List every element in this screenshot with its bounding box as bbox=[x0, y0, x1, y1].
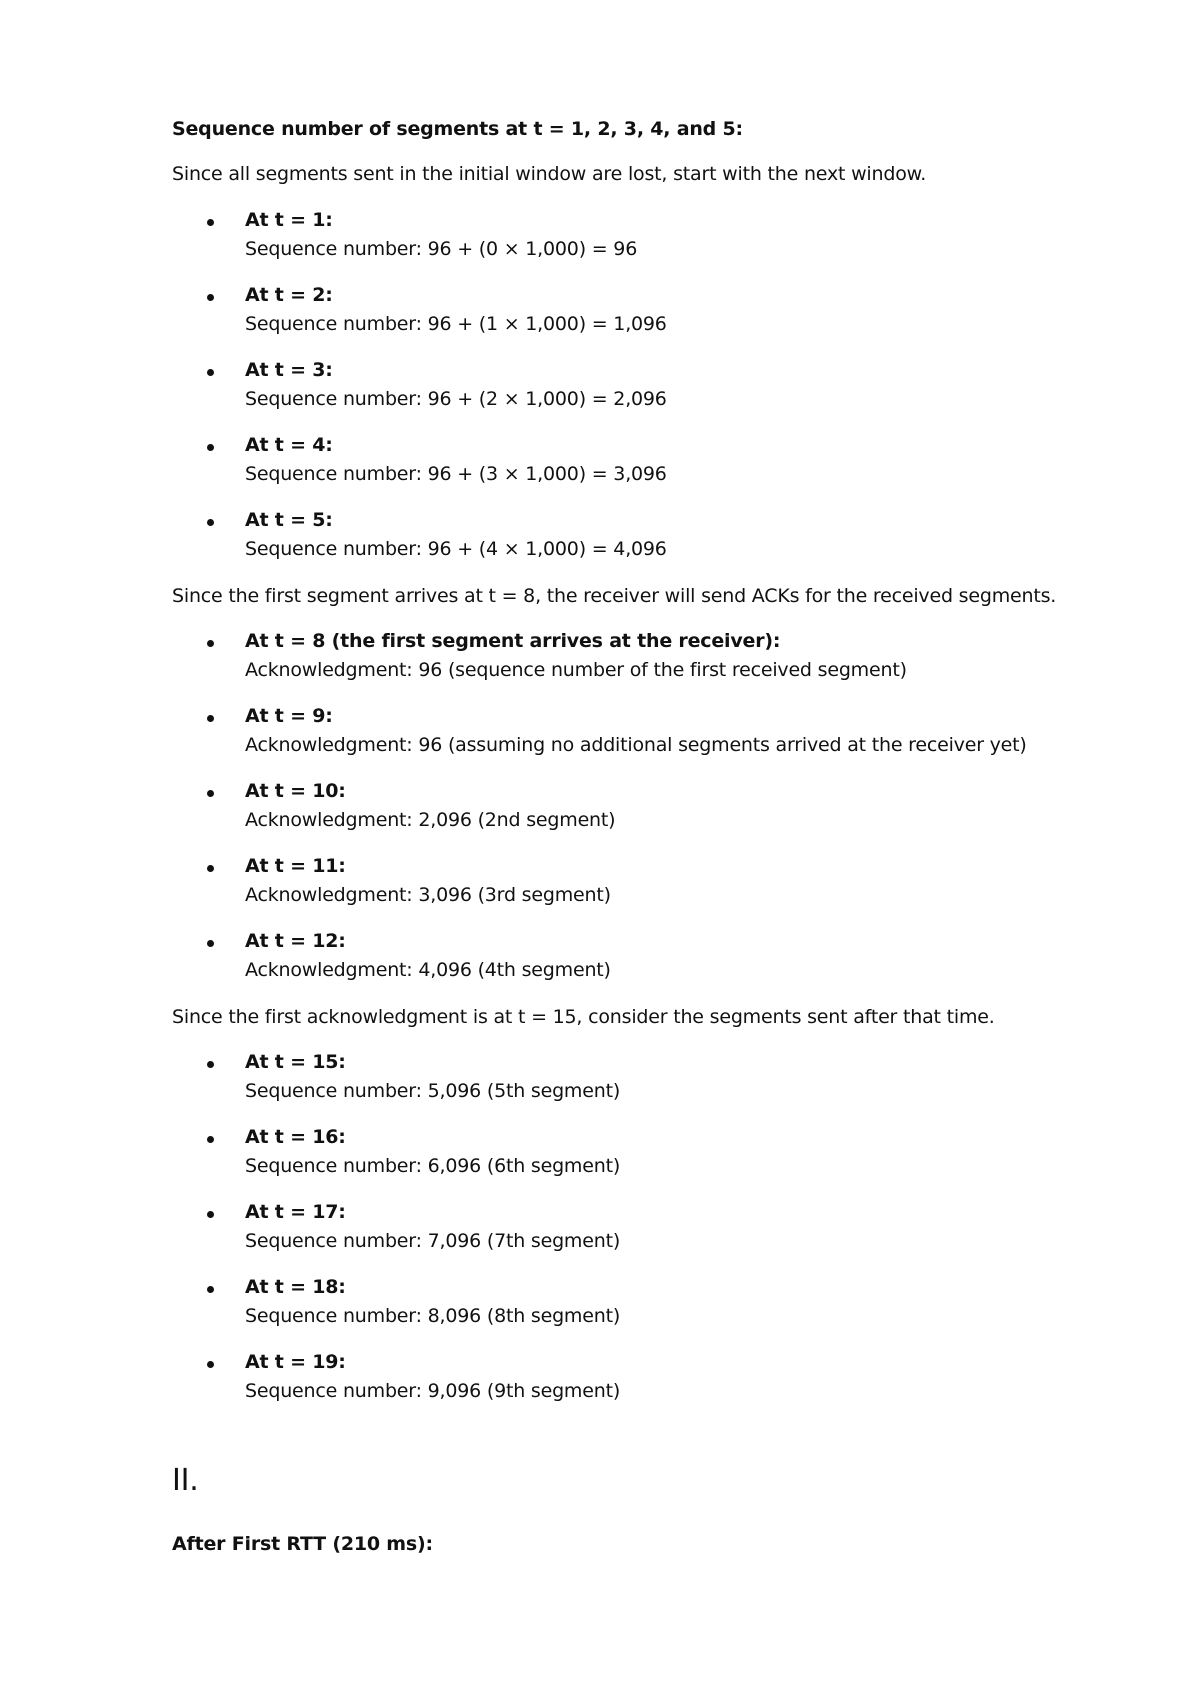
list-item-detail: Acknowledgment: 2,096 (2nd segment) bbox=[245, 809, 616, 831]
list-item-detail: Acknowledgment: 4,096 (4th segment) bbox=[245, 959, 611, 981]
list-item bbox=[172, 627, 1152, 687]
section-intro: Since the first acknowledgment is at t = 15, consider the segments sent after that time. bbox=[172, 1006, 995, 1028]
list-item bbox=[172, 852, 1152, 912]
list-item-label: At t = 11: bbox=[245, 855, 346, 877]
list-item-detail: Sequence number: 7,096 (7th segment) bbox=[245, 1230, 621, 1252]
list-item-detail: Sequence number: 6,096 (6th segment) bbox=[245, 1155, 621, 1177]
list-item bbox=[172, 927, 1152, 987]
bullet-icon bbox=[207, 1136, 214, 1143]
list-item bbox=[172, 1273, 1152, 1333]
list-item-label: At t = 10: bbox=[245, 780, 346, 802]
list-item-detail: Sequence number: 9,096 (9th segment) bbox=[245, 1380, 621, 1402]
list-item-detail: Sequence number: 96 + (4 × 1,000) = 4,096 bbox=[245, 538, 667, 560]
part-subheading: After First RTT (210 ms): bbox=[172, 1533, 433, 1555]
bullet-icon bbox=[207, 640, 214, 647]
list-item-detail: Sequence number: 96 + (0 × 1,000) = 96 bbox=[245, 238, 638, 260]
bullet-icon bbox=[207, 940, 214, 947]
list-item-label: At t = 5: bbox=[245, 509, 333, 531]
list-item bbox=[172, 1198, 1152, 1258]
section-heading: Sequence number of segments at t = 1, 2, 3, 4, and 5: bbox=[172, 118, 743, 140]
bullet-icon bbox=[207, 790, 214, 797]
list-item-detail: Sequence number: 5,096 (5th segment) bbox=[245, 1080, 621, 1102]
section-intro: Since the first segment arrives at t = 8, the receiver will send ACKs for the received segments. bbox=[172, 585, 1057, 607]
list-item-detail: Sequence number: 96 + (1 × 1,000) = 1,096 bbox=[245, 313, 667, 335]
list-item-detail: Sequence number: 96 + (3 × 1,000) = 3,096 bbox=[245, 463, 667, 485]
list-item-label: At t = 8 (the first segment arrives at the receiver): bbox=[245, 630, 781, 652]
list-item-detail: Acknowledgment: 3,096 (3rd segment) bbox=[245, 884, 611, 906]
bullet-icon bbox=[207, 1061, 214, 1068]
list-item bbox=[172, 206, 1152, 266]
list-item bbox=[172, 1048, 1152, 1108]
bullet-icon bbox=[207, 294, 214, 301]
list-item-label: At t = 17: bbox=[245, 1201, 346, 1223]
list-item bbox=[172, 506, 1152, 566]
list-item-label: At t = 3: bbox=[245, 359, 333, 381]
list-item bbox=[172, 1348, 1152, 1408]
list-item-label: At t = 16: bbox=[245, 1126, 346, 1148]
bullet-icon bbox=[207, 1361, 214, 1368]
bullet-icon bbox=[207, 1286, 214, 1293]
part-numeral: II. bbox=[172, 1463, 199, 1498]
bullet-icon bbox=[207, 1211, 214, 1218]
list-item-detail: Acknowledgment: 96 (assuming no additional segments arrived at the receiver yet) bbox=[245, 734, 1027, 756]
list-item-label: At t = 19: bbox=[245, 1351, 346, 1373]
list-item bbox=[172, 777, 1152, 837]
bullet-icon bbox=[207, 519, 214, 526]
section-intro: Since all segments sent in the initial window are lost, start with the next window. bbox=[172, 163, 927, 185]
bullet-icon bbox=[207, 444, 214, 451]
bullet-icon bbox=[207, 715, 214, 722]
list-item-detail: Sequence number: 96 + (2 × 1,000) = 2,096 bbox=[245, 388, 667, 410]
list-item bbox=[172, 702, 1152, 762]
list-item bbox=[172, 431, 1152, 491]
bullet-icon bbox=[207, 219, 214, 226]
list-item bbox=[172, 356, 1152, 416]
list-item-label: At t = 15: bbox=[245, 1051, 346, 1073]
list-item bbox=[172, 281, 1152, 341]
bullet-icon bbox=[207, 369, 214, 376]
list-item bbox=[172, 1123, 1152, 1183]
list-item-label: At t = 2: bbox=[245, 284, 333, 306]
list-item-label: At t = 9: bbox=[245, 705, 333, 727]
list-item-label: At t = 4: bbox=[245, 434, 333, 456]
list-item-label: At t = 18: bbox=[245, 1276, 346, 1298]
list-item-detail: Sequence number: 8,096 (8th segment) bbox=[245, 1305, 621, 1327]
list-item-label: At t = 12: bbox=[245, 930, 346, 952]
list-item-detail: Acknowledgment: 96 (sequence number of the first received segment) bbox=[245, 659, 907, 681]
list-item-label: At t = 1: bbox=[245, 209, 333, 231]
bullet-icon bbox=[207, 865, 214, 872]
